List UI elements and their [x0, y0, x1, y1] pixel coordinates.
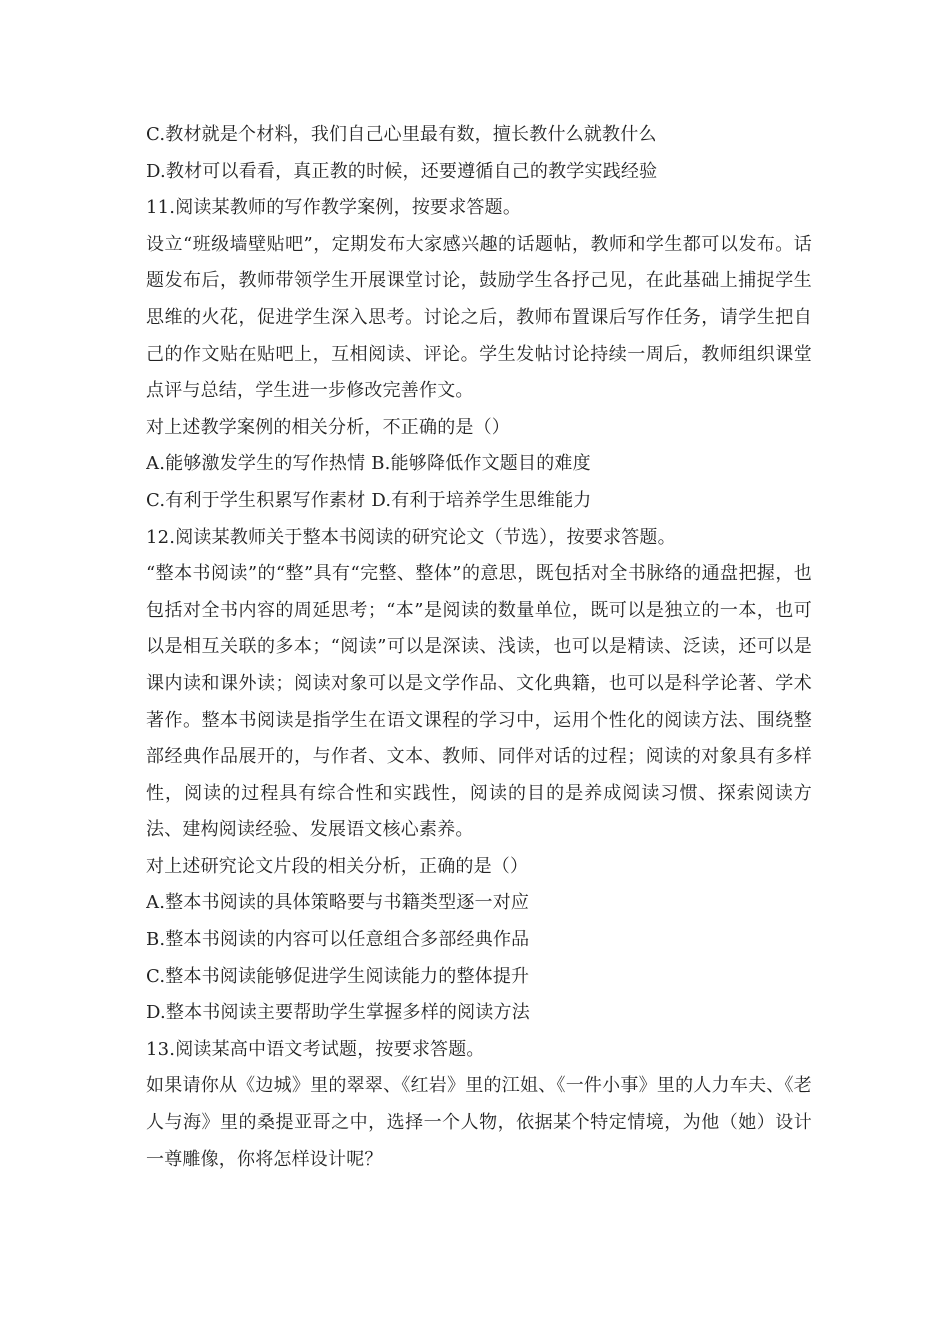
q10-option-c: C.教材就是个材料，我们自己心里最有数，擅长教什么就教什么 [146, 124, 657, 145]
q11-case-text: 设立“班级墙壁贴吧”，定期发布大家感兴趣的话题帖，教师和学生都可以发布。话题发布后，教师带领学生开展课堂讨论，鼓励学生各抒己见，在此基础上捕捉学生思维的火花，促进学生深入思考。讨论之后，教师布置课后写作任务，请学生把自己的作文贴在贴吧上，互相阅读、评论。学生发帖讨论持续一周后，教师组织课堂点评与总结，学生进一步修改完善作文。 [146, 233, 812, 402]
q12-option-b: B.整本书阅读的内容可以任意组合多部经典作品 [146, 929, 530, 951]
q13-prompt: 如果请你从《边城》里的翠翠、《红岩》里的江姐、《一件小事》里的人力车夫、《老人与海》里的桑提亚哥之中，选择一个人物，依据某个特定情境，为他（她）设计一尊雕像，你将怎样设计呢？ [146, 1075, 812, 1170]
q10-option-d: D.教材可以看看，真正教的时候，还要遵循自己的教学实践经验 [146, 160, 658, 182]
q11-question: 对上述教学案例的相关分析，不正确的是（） [146, 416, 510, 438]
q12-stem: 12.阅读某教师关于整本书阅读的研究论文（节选），按要求答题。 [146, 526, 676, 548]
q11-options-ab: A.能够激发学生的写作热情 B.能够降低作文题目的难度 [146, 453, 591, 475]
q11-options-cd: C.有利于学生积累写作素材 D.有利于培养学生思维能力 [146, 489, 592, 511]
q12-option-c: C.整本书阅读能够促进学生阅读能力的整体提升 [146, 965, 530, 987]
document-page [146, 117, 812, 1178]
q12-option-a: A.整本书阅读的具体策略要与书籍类型逐一对应 [146, 892, 530, 914]
q12-option-d: D.整本书阅读主要帮助学生掌握多样的阅读方法 [146, 1002, 530, 1024]
q13-stem: 13.阅读某高中语文考试题，按要求答题。 [146, 1038, 485, 1060]
q12-question: 对上述研究论文片段的相关分析，正确的是（） [146, 855, 529, 877]
q12-excerpt: “整本书阅读”的“整”具有“完整、整体”的意思，既包括对全书脉络的通盘把握，也包括对全书内容的周延思考；“本”是阅读的数量单位，既可以是独立的一本，也可以是相互关联的多本；“阅读”可以是深读、浅读，也可以是精读、泛读，还可以是课内读和课外读；阅读对象可以是文学作品、文化典籍，也可以是科学论著、学术著作。整本书阅读是指学生在语文课程的学习中，运用个性化的阅读方法、围绕整部经典作品展开的，与作者、文本、教师、同伴对话的过程；阅读的对象具有多样性，阅读的过程具有综合性和实践性，阅读的目的是养成阅读习惯、探索阅读方法、建构阅读经验、发展语文核心素养。 [146, 563, 812, 841]
q11-stem: 11.阅读某教师的写作教学案例，按要求答题。 [146, 197, 522, 219]
